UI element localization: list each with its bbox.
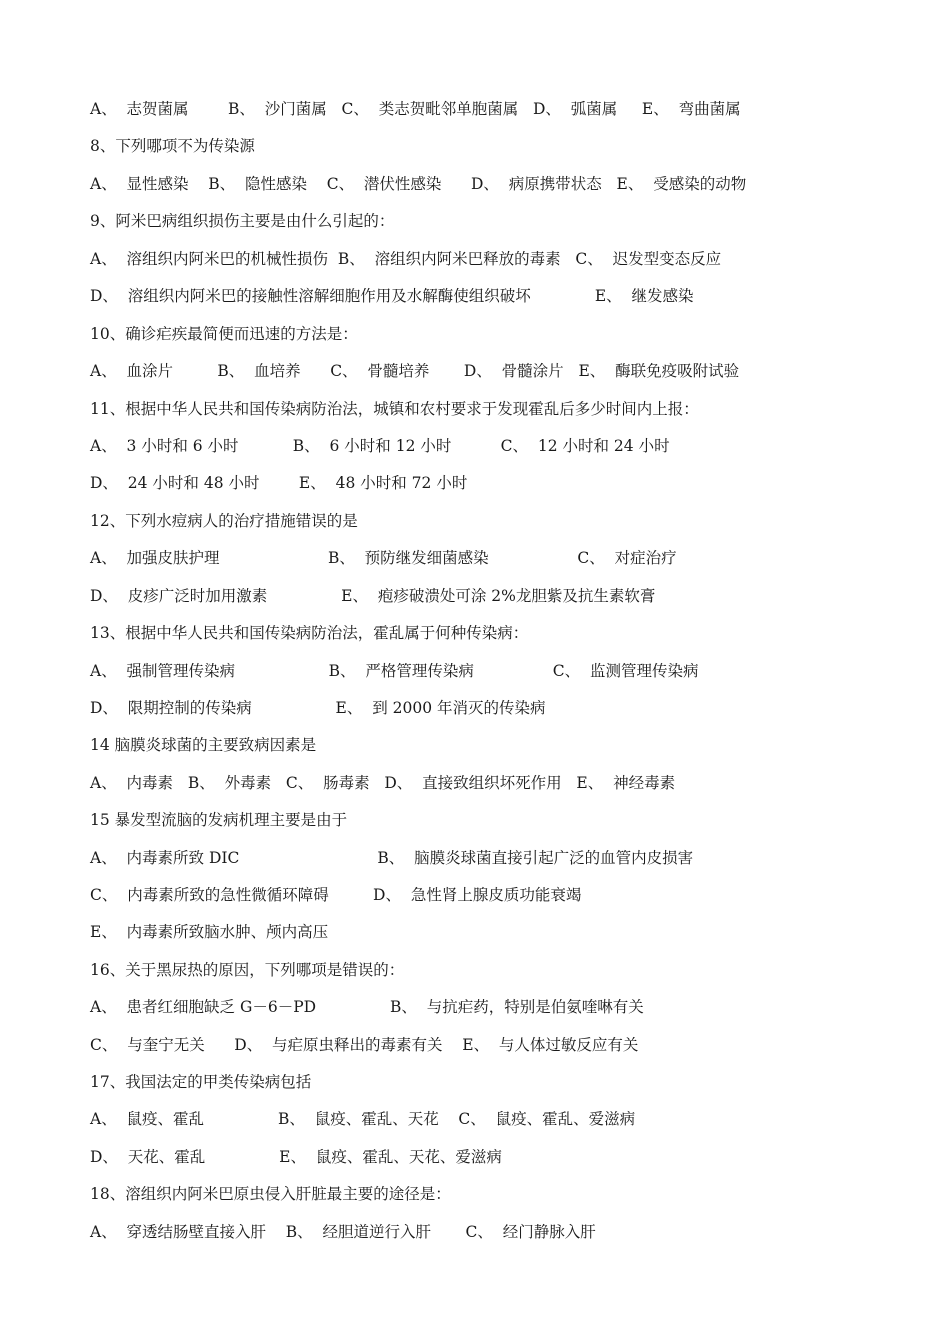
option-line: A、 血涂片 B、 血培养 C、 骨髓培养 D、 骨髓涂片 E、 酶联免疫吸附试验 — [90, 362, 740, 380]
question-line: 16、关于黑尿热的原因，下列哪项是错误的： — [90, 961, 405, 979]
option-line: A、 溶组织内阿米巴的机械性损伤 B、 溶组织内阿米巴释放的毒素 C、 迟发型变态反应 — [90, 250, 722, 268]
option-line: A、 内毒素所致 DIC B、 脑膜炎球菌直接引起广泛的血管内皮损害 — [90, 849, 694, 867]
question-line: 11、根据中华人民共和国传染病防治法，城镇和农村要求于发现霍乱后多少时间内上报： — [90, 400, 699, 418]
option-line: A、 患者红细胞缺乏 G－6－PD B、 与抗疟药，特别是伯氨喹啉有关 — [90, 998, 644, 1016]
option-line: A、 穿透结肠壁直接入肝 B、 经胆道逆行入肝 C、 经门静脉入肝 — [90, 1223, 596, 1241]
question-line: 15 暴发型流脑的发病机理主要是由于 — [90, 811, 348, 829]
question-line: 10、确诊疟疾最简便而迅速的方法是： — [90, 325, 358, 343]
question-line: 13、根据中华人民共和国传染病防治法，霍乱属于何种传染病： — [90, 624, 529, 642]
option-line: C、 与奎宁无关 D、 与疟原虫释出的毒素有关 E、 与人体过敏反应有关 — [90, 1036, 639, 1054]
question-line: 18、溶组织内阿米巴原虫侵入肝脏最主要的途径是： — [90, 1185, 451, 1203]
option-line: D、 限期控制的传染病 E、 到 2000 年消灭的传染病 — [90, 699, 546, 717]
option-line: D、 皮疹广泛时加用激素 E、 疱疹破溃处可涂 2%龙胆紫及抗生素软膏 — [90, 587, 656, 605]
option-line: D、 24 小时和 48 小时 E、 48 小时和 72 小时 — [90, 474, 468, 492]
question-line: 17、我国法定的甲类传染病包括 — [90, 1073, 312, 1091]
option-line: A、 加强皮肤护理 B、 预防继发细菌感染 C、 对症治疗 — [90, 549, 677, 567]
option-line: D、 溶组织内阿米巴的接触性溶解细胞作用及水解酶使组织破坏 E、 继发感染 — [90, 287, 694, 305]
option-line: A、 显性感染 B、 隐性感染 C、 潜伏性感染 D、 病原携带状态 E、 受感染的动物 — [90, 175, 747, 193]
option-line: A、 内毒素 B、 外毒素 C、 肠毒素 D、 直接致组织坏死作用 E、 神经毒素 — [90, 774, 676, 792]
option-line: E、 内毒素所致脑水肿、颅内高压 — [90, 923, 329, 941]
question-line: 8、下列哪项不为传染源 — [90, 137, 255, 155]
option-line: D、 天花、霍乱 E、 鼠疫、霍乱、天花、爱滋病 — [90, 1148, 502, 1166]
option-line: A、 3 小时和 6 小时 B、 6 小时和 12 小时 C、 12 小时和 24 小时 — [90, 437, 670, 455]
question-line: 9、阿米巴病组织损伤主要是由什么引起的： — [90, 212, 395, 230]
option-line: A、 鼠疫、霍乱 B、 鼠疫、霍乱、天花 C、 鼠疫、霍乱、爱滋病 — [90, 1110, 636, 1128]
option-line: A、 强制管理传染病 B、 严格管理传染病 C、 监测管理传染病 — [90, 662, 699, 680]
option-line: C、 内毒素所致的急性微循环障碍 D、 急性肾上腺皮质功能衰竭 — [90, 886, 582, 904]
option-line: A、 志贺菌属 B、 沙门菌属 C、 类志贺毗邻单胞菌属 D、 弧菌属 E、 弯曲菌属 — [90, 100, 741, 118]
question-line: 12、下列水痘病人的治疗措施错误的是 — [90, 512, 358, 530]
question-line: 14 脑膜炎球菌的主要致病因素是 — [90, 736, 317, 754]
